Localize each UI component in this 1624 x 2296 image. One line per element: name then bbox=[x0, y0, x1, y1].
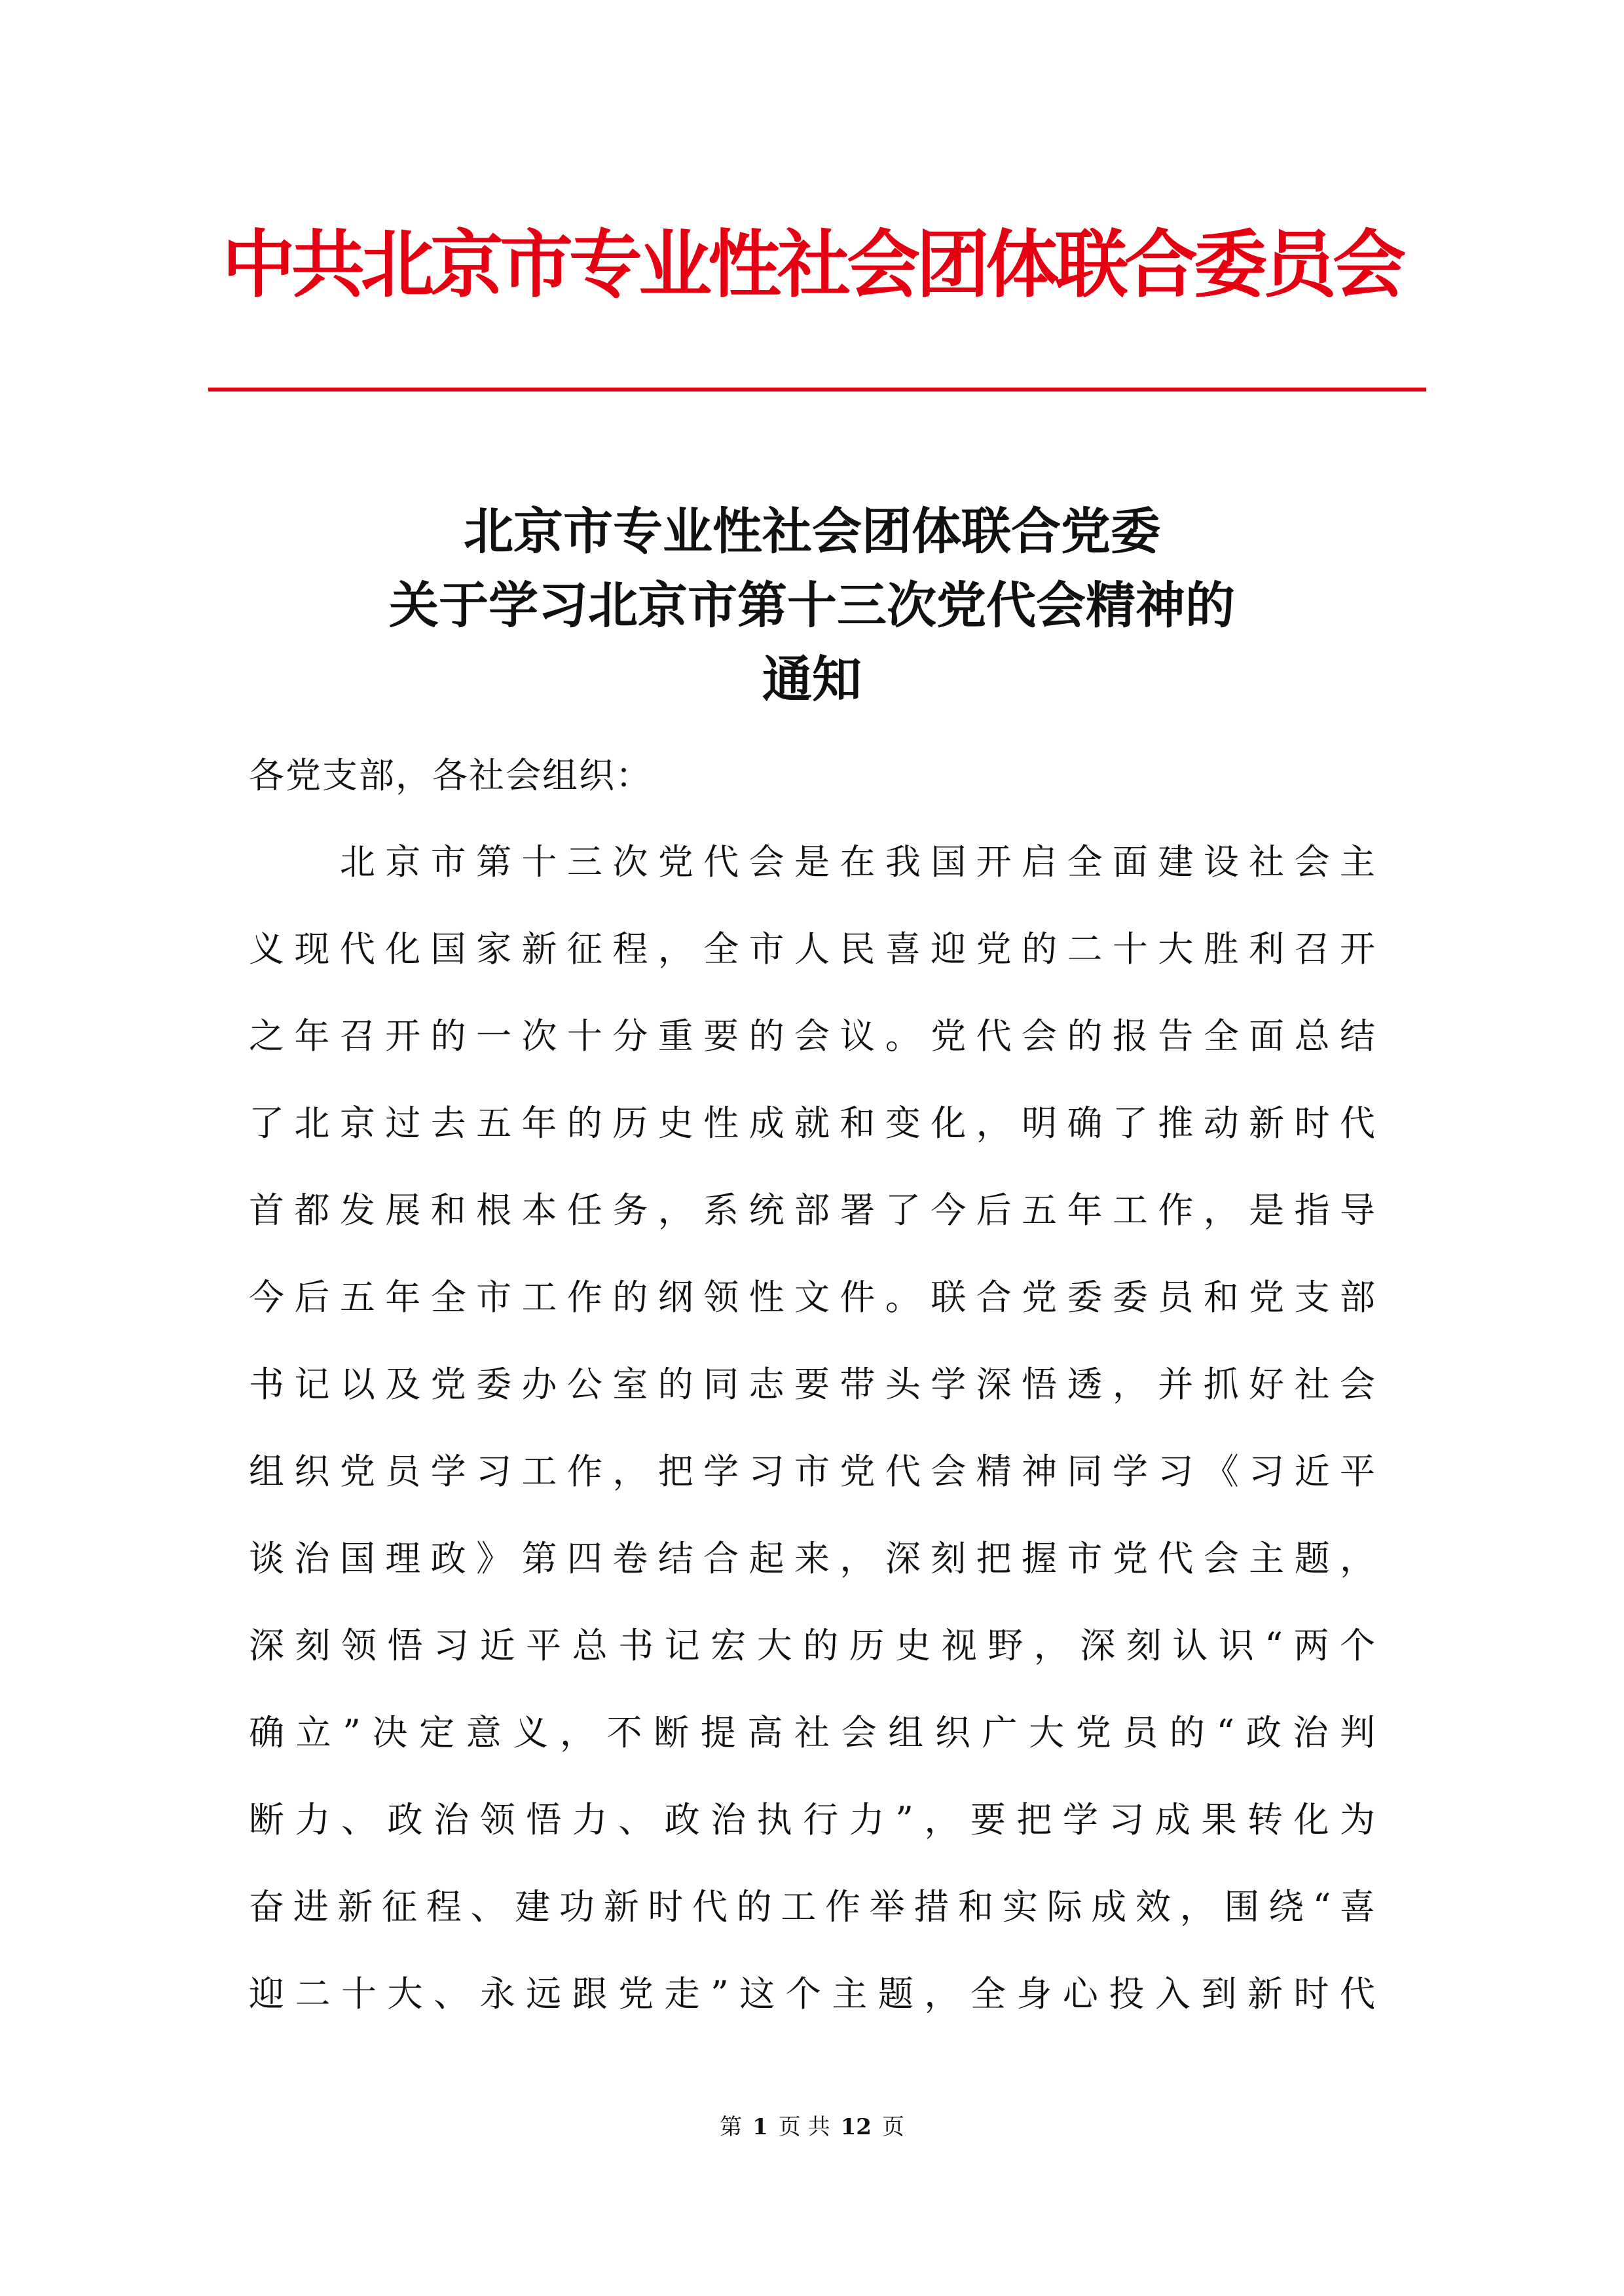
body-line: 书记以及党委办公室的同志要带头学深悟透，并抓好社会 bbox=[249, 1364, 1375, 1405]
document-title bbox=[0, 494, 1624, 716]
current-page-number: 1 bbox=[752, 2114, 768, 2140]
body-line: 深刻领悟习近平总书记宏大的历史视野，深刻认识“两个 bbox=[249, 1625, 1375, 1666]
body-line: 确立”决定意义，不断提高社会组织广大党员的“政治判 bbox=[249, 1712, 1375, 1753]
total-page-count: 12 bbox=[840, 2114, 872, 2140]
document-title-line: 关于学习北京市第十三次党代会精神的 bbox=[389, 576, 1235, 634]
body-line: 北京市第十三次党代会是在我国开启全面建设社会主 bbox=[249, 841, 1375, 883]
salutation: 各党支部，各社会组织： bbox=[249, 755, 652, 796]
body-line: 今后五年全市工作的纲领性文件。联合党委委员和党支部 bbox=[249, 1277, 1375, 1318]
body-line: 首都发展和根本任务，系统部署了今后五年工作，是指导 bbox=[249, 1190, 1375, 1231]
body-line: 奋进新征程、建功新时代的工作举措和实际成效，围绕“喜 bbox=[249, 1886, 1375, 1927]
body-line: 断力、政治领悟力、政治执行力”，要把学习成果转化为 bbox=[249, 1799, 1375, 1840]
body-line: 了北京过去五年的历史性成就和变化，明确了推动新时代 bbox=[249, 1102, 1375, 1144]
body-line: 之年召开的一次十分重要的会议。党代会的报告全面总结 bbox=[249, 1015, 1375, 1057]
footer-prefix: 第 bbox=[720, 2114, 743, 2140]
body-line: 组织党员学习工作，把学习市党代会精神同学习《习近平 bbox=[249, 1451, 1375, 1492]
footer-suffix: 页 bbox=[881, 2114, 904, 2140]
body-line: 义现代化国家新征程，全市人民喜迎党的二十大胜利召开 bbox=[249, 928, 1375, 970]
footer-middle: 页 共 bbox=[778, 2114, 830, 2140]
masthead-title: 中共北京市专业性社会团体联合委员会 bbox=[222, 222, 1402, 308]
red-divider-line bbox=[208, 388, 1426, 392]
body-line: 谈治国理政》第四卷结合起来，深刻把握市党代会主题， bbox=[249, 1538, 1375, 1579]
body-line: 迎二十大、永远跟党走”这个主题，全身心投入到新时代 bbox=[249, 1973, 1375, 2014]
body-text bbox=[249, 818, 1375, 2037]
page-footer bbox=[0, 2111, 1624, 2143]
document-title-line: 通知 bbox=[762, 650, 862, 708]
document-title-line: 北京市专业性社会团体联合党委 bbox=[464, 502, 1160, 560]
